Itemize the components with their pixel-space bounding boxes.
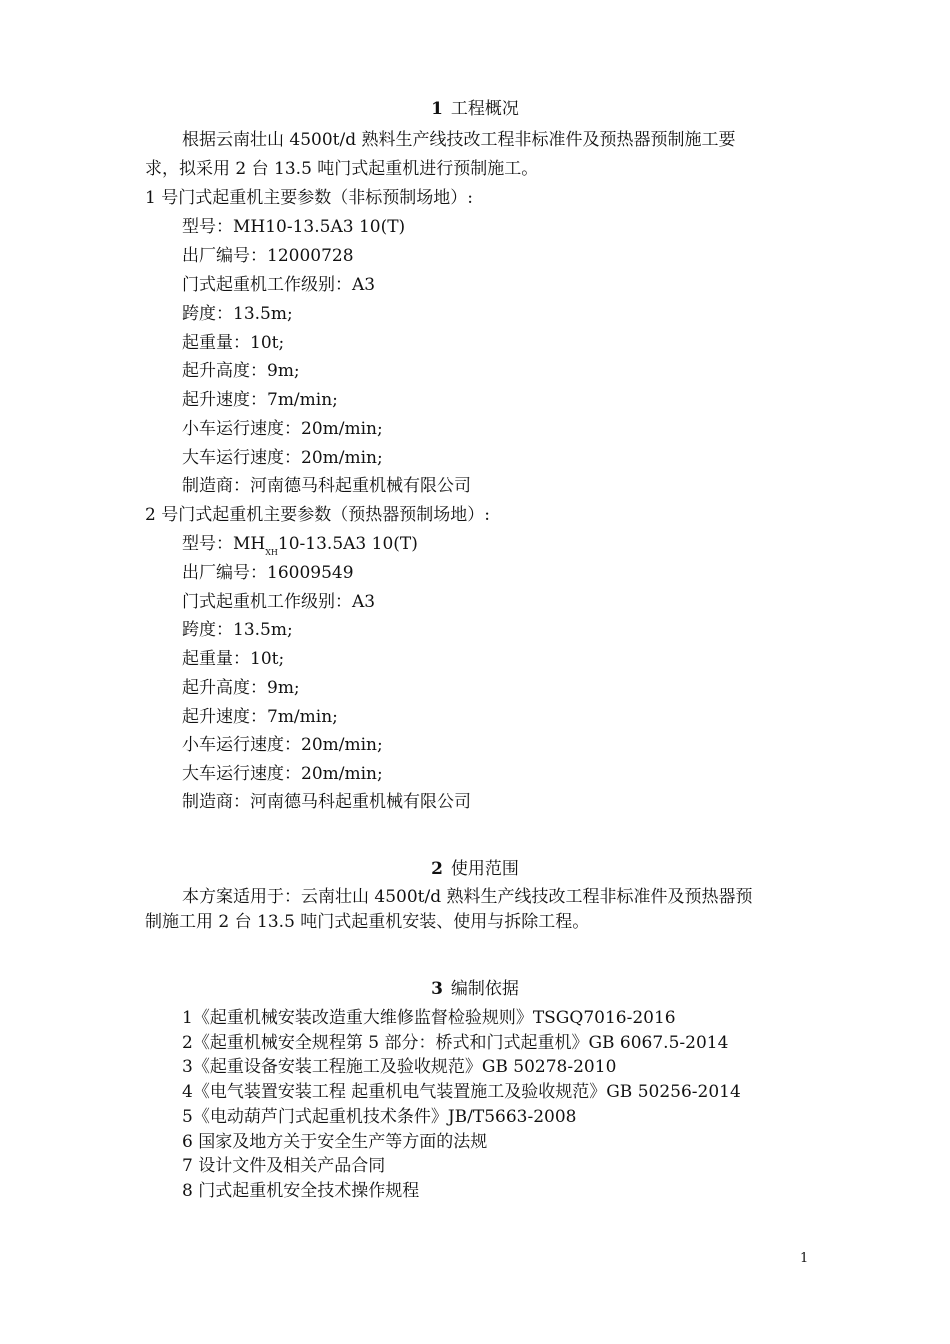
page-number: 1 — [800, 1251, 809, 1266]
crane1-model: 型号：MH10-13.5A3 10(T) — [182, 217, 406, 237]
crane1-lift-height: 起升高度：9m; — [182, 361, 300, 381]
crane1-serial: 出厂编号：12000728 — [182, 246, 354, 266]
crane2-model-subscript: XH — [265, 548, 278, 557]
section-heading-2 — [0, 857, 950, 881]
crane2-serial: 出厂编号：16009549 — [182, 563, 354, 583]
section-number: 2 — [431, 859, 443, 879]
crane1-maker: 制造商：河南德马科起重机械有限公司 — [182, 476, 471, 496]
crane2-travel-speed: 大车运行速度：20m/min; — [182, 764, 383, 784]
crane1-lift-speed: 起升速度：7m/min; — [182, 390, 338, 410]
crane2-capacity: 起重量：10t; — [182, 649, 285, 669]
crane2-model-suffix: 10-13.5A3 10(T) — [277, 534, 418, 554]
basis-item: 7 设计文件及相关产品合同 — [182, 1156, 386, 1176]
basis-item: 5《电动葫芦门式起重机技术条件》JB/T5663-2008 — [182, 1107, 577, 1127]
section-number: 1 — [431, 99, 443, 119]
scope-line1: 本方案适用于：云南壮山 4500t/d 熟料生产线技改工程非标准件及预热器预 — [182, 887, 753, 907]
basis-item: 8 门式起重机安全技术操作规程 — [182, 1181, 420, 1201]
crane2-lift-height: 起升高度：9m; — [182, 678, 300, 698]
crane2-span: 跨度：13.5m; — [182, 620, 293, 640]
crane2-title: 2 号门式起重机主要参数（预热器预制场地）: — [145, 505, 490, 525]
crane1-work-class: 门式起重机工作级别：A3 — [182, 275, 376, 295]
section-title: 工程概况 — [450, 99, 519, 119]
crane2-trolley-speed: 小车运行速度：20m/min; — [182, 735, 383, 755]
scope-line2: 制施工用 2 台 13.5 吨门式起重机安装、使用与拆除工程。 — [145, 912, 590, 932]
basis-item: 1《起重机械安装改造重大维修监督检验规则》TSGQ7016-2016 — [182, 1008, 676, 1028]
basis-item: 6 国家及地方关于安全生产等方面的法规 — [182, 1132, 488, 1152]
crane1-capacity: 起重量：10t; — [182, 333, 285, 353]
crane1-trolley-speed: 小车运行速度：20m/min; — [182, 419, 383, 439]
section-heading-1 — [0, 97, 950, 121]
crane1-travel-speed: 大车运行速度：20m/min; — [182, 448, 383, 468]
crane2-model-prefix: 型号：MH — [182, 534, 266, 554]
section-title: 使用范围 — [450, 859, 519, 879]
overview-intro-line2: 求，拟采用 2 台 13.5 吨门式起重机进行预制施工。 — [145, 159, 539, 179]
basis-item: 2《起重机械安全规程第 5 部分：桥式和门式起重机》GB 6067.5-2014 — [182, 1033, 729, 1053]
section-heading-3 — [0, 977, 950, 1001]
section-title: 编制依据 — [450, 979, 519, 999]
basis-item: 3《起重设备安装工程施工及验收规范》GB 50278-2010 — [182, 1057, 617, 1077]
crane1-title: 1 号门式起重机主要参数（非标预制场地）: — [145, 188, 473, 208]
section-number: 3 — [431, 979, 443, 999]
crane2-lift-speed: 起升速度：7m/min; — [182, 707, 338, 727]
crane1-span: 跨度：13.5m; — [182, 304, 293, 324]
crane2-model — [182, 532, 418, 556]
overview-intro-line1: 根据云南壮山 4500t/d 熟料生产线技改工程非标准件及预热器预制施工要 — [182, 130, 736, 150]
basis-item: 4《电气装置安装工程 起重机电气装置施工及验收规范》GB 50256-2014 — [182, 1082, 741, 1102]
crane2-work-class: 门式起重机工作级别：A3 — [182, 592, 376, 612]
crane2-maker: 制造商：河南德马科起重机械有限公司 — [182, 792, 471, 812]
